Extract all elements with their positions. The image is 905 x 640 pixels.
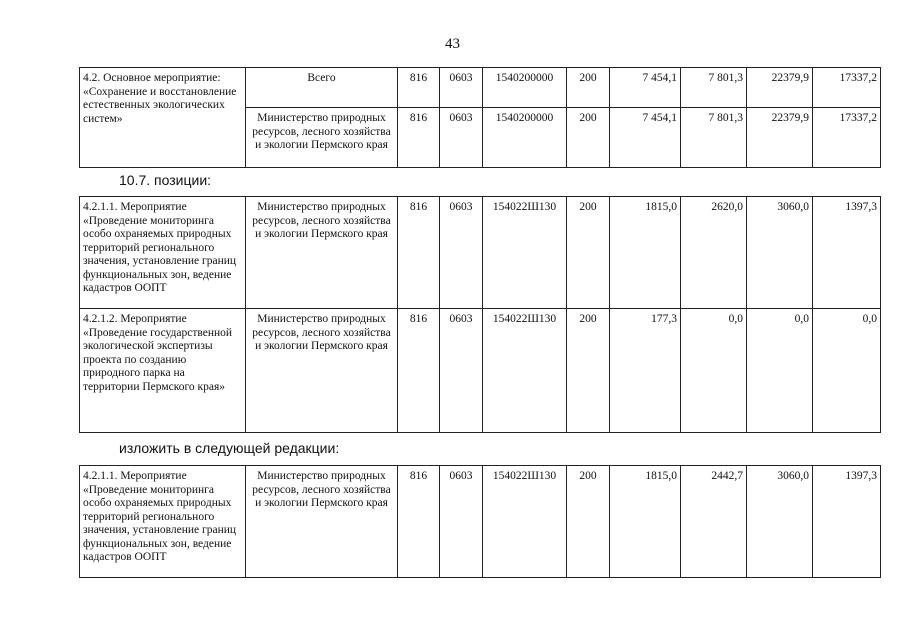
rz-cell: 0603 xyxy=(440,197,483,309)
amount-year4-cell: 1397,3 xyxy=(813,197,881,309)
csr-cell: 1540200000 xyxy=(483,108,567,168)
amount-year3-cell: 3060,0 xyxy=(747,197,813,309)
page-number: 43 xyxy=(445,36,460,52)
csr-cell: 1540200000 xyxy=(483,68,567,108)
grbs-cell: 816 xyxy=(398,309,440,433)
amount-year3-cell: 3060,0 xyxy=(747,466,813,578)
budget-table-new-edition xyxy=(79,465,881,578)
executor-cell: Всего xyxy=(246,68,398,108)
grbs-cell: 816 xyxy=(398,466,440,578)
event-name-cell: 4.2.1.1. Мероприятие «Проведение мониторинга особо охраняемых природных территорий регионального значения, установление границ функциональных зон, ведение кадастров ООПТ xyxy=(80,466,246,578)
executor-cell: Министерство природных ресурсов, лесного хозяйства и экологии Пермского края xyxy=(246,197,398,309)
grbs-cell: 816 xyxy=(398,197,440,309)
table-row xyxy=(80,68,881,108)
vr-cell: 200 xyxy=(567,108,610,168)
section-heading-replace: изложить в следующей редакции: xyxy=(119,440,340,456)
event-name-cell: 4.2. Основное мероприятие: «Сохранение и восстановление естественных экологических систем» xyxy=(80,68,246,168)
rz-cell: 0603 xyxy=(440,68,483,108)
executor-cell: Министерство природных ресурсов, лесного хозяйства и экологии Пермского края xyxy=(246,108,398,168)
budget-table-positions xyxy=(79,196,881,433)
amount-year4-cell: 17337,2 xyxy=(813,68,881,108)
amount-year1-cell: 1815,0 xyxy=(610,197,681,309)
amount-year4-cell: 1397,3 xyxy=(813,466,881,578)
vr-cell: 200 xyxy=(567,466,610,578)
amount-year3-cell: 0,0 xyxy=(747,309,813,433)
csr-cell: 154022Ш130 xyxy=(483,309,567,433)
executor-cell: Министерство природных ресурсов, лесного хозяйства и экологии Пермского края xyxy=(246,309,398,433)
amount-year3-cell: 22379,9 xyxy=(747,108,813,168)
rz-cell: 0603 xyxy=(440,309,483,433)
amount-year4-cell: 17337,2 xyxy=(813,108,881,168)
grbs-cell: 816 xyxy=(398,108,440,168)
amount-year2-cell: 7 801,3 xyxy=(681,68,747,108)
budget-table-main-event xyxy=(79,67,881,168)
table-row xyxy=(80,466,881,578)
amount-year2-cell: 7 801,3 xyxy=(681,108,747,168)
amount-year2-cell: 2442,7 xyxy=(681,466,747,578)
amount-year1-cell: 1815,0 xyxy=(610,466,681,578)
vr-cell: 200 xyxy=(567,68,610,108)
rz-cell: 0603 xyxy=(440,466,483,578)
amount-year2-cell: 0,0 xyxy=(681,309,747,433)
csr-cell: 154022Ш130 xyxy=(483,466,567,578)
rz-cell: 0603 xyxy=(440,108,483,168)
csr-cell: 154022Ш130 xyxy=(483,197,567,309)
amount-year1-cell: 7 454,1 xyxy=(610,108,681,168)
amount-year3-cell: 22379,9 xyxy=(747,68,813,108)
table-row xyxy=(80,309,881,433)
executor-cell: Министерство природных ресурсов, лесного хозяйства и экологии Пермского края xyxy=(246,466,398,578)
amount-year1-cell: 7 454,1 xyxy=(610,68,681,108)
amount-year1-cell: 177,3 xyxy=(610,309,681,433)
amount-year4-cell: 0,0 xyxy=(813,309,881,433)
vr-cell: 200 xyxy=(567,309,610,433)
table-row xyxy=(80,197,881,309)
grbs-cell: 816 xyxy=(398,68,440,108)
vr-cell: 200 xyxy=(567,197,610,309)
section-heading-positions: 10.7. позиции: xyxy=(119,172,212,188)
event-name-cell: 4.2.1.1. Мероприятие «Проведение мониторинга особо охраняемых природных территорий регионального значения, установление границ функциональных зон, ведение кадастров ООПТ xyxy=(80,197,246,309)
amount-year2-cell: 2620,0 xyxy=(681,197,747,309)
event-name-cell: 4.2.1.2. Мероприятие «Проведение государственной экологической экспертизы проекта по созданию природного парка на территории Пермского края» xyxy=(80,309,246,433)
